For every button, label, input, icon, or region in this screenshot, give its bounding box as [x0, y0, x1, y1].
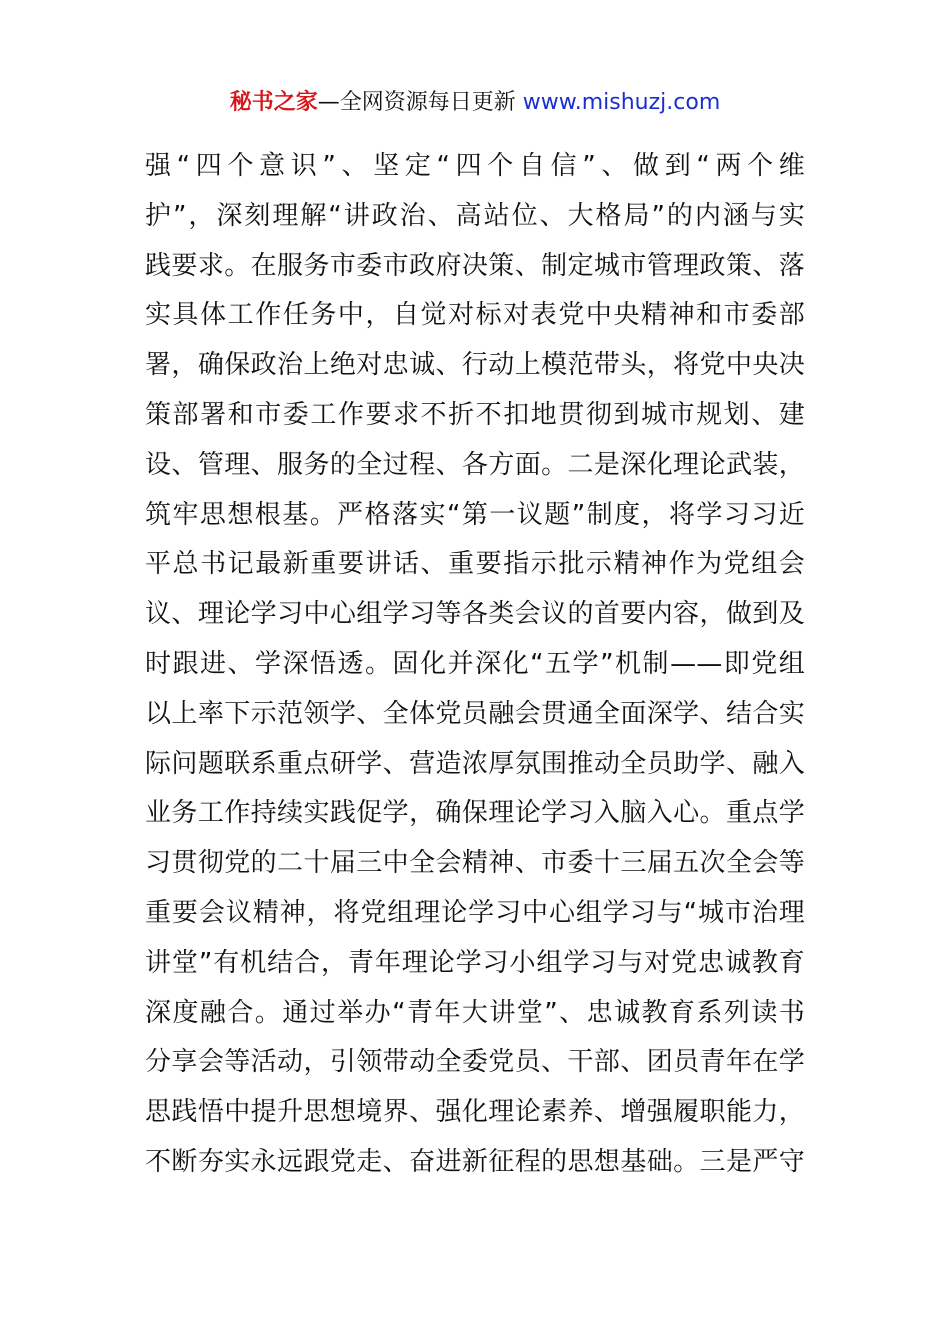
- site-brand: 秘书之家: [229, 90, 318, 115]
- text-line: 讲堂”有机结合，青年理论学习小组学习与对党忠诚教育: [145, 947, 805, 978]
- page-header: [0, 86, 950, 120]
- text-line: 强“四个意识”、坚定“四个自信”、做到“两个维: [145, 151, 805, 181]
- text-line: 践要求。在服务市委市政府决策、制定城市管理政策、落: [145, 250, 805, 281]
- text-line: 护”，深刻理解“讲政治、高站位、大格局”的内涵与实: [145, 200, 805, 231]
- text-line: 署，确保政治上绝对忠诚、行动上模范带头，将党中央决: [145, 350, 805, 381]
- text-line: 平总书记最新重要讲话、重要指示批示精神作为党组会: [145, 549, 805, 580]
- site-url-link[interactable]: www.mishuzj.com: [522, 90, 721, 115]
- text-line: 以上率下示范领学、全体党员融会贯通全面深学、结合实: [145, 698, 805, 729]
- text-line: 习贯彻党的二十届三中全会精神、市委十三届五次全会等: [145, 848, 805, 879]
- document-body: [145, 142, 805, 1188]
- text-line: 设、管理、服务的全过程、各方面。二是深化理论武装，: [145, 449, 805, 480]
- text-line: 筑牢思想根基。严格落实“第一议题”制度，将学习习近: [145, 499, 805, 530]
- site-tagline: —全网资源每日更新: [317, 90, 523, 115]
- text-line: 思践悟中提升思想境界、强化理论素养、增强履职能力，: [145, 1097, 805, 1128]
- text-line: 深度融合。通过举办“青年大讲堂”、忠诚教育系列读书: [145, 997, 805, 1028]
- text-line: 重要会议精神，将党组理论学习中心组学习与“城市治理: [145, 897, 805, 928]
- text-line: 实具体工作任务中，自觉对标对表党中央精神和市委部: [145, 300, 805, 331]
- text-line: 业务工作持续实践促学，确保理论学习入脑入心。重点学: [145, 798, 805, 829]
- text-line: 策部署和市委工作要求不折不扣地贯彻到城市规划、建: [145, 399, 805, 430]
- text-line: 议、理论学习中心组学习等各类会议的首要内容，做到及: [145, 599, 805, 630]
- text-line: 分享会等活动，引领带动全委党员、干部、团员青年在学: [145, 1047, 805, 1078]
- text-line: 不断夯实永远跟党走、奋进新征程的思想基础。三是严守: [145, 1146, 805, 1177]
- text-line: 时跟进、学深悟透。固化并深化“五学”机制——即党组: [145, 648, 805, 679]
- text-line: 际问题联系重点研学、营造浓厚氛围推动全员助学、融入: [145, 748, 805, 779]
